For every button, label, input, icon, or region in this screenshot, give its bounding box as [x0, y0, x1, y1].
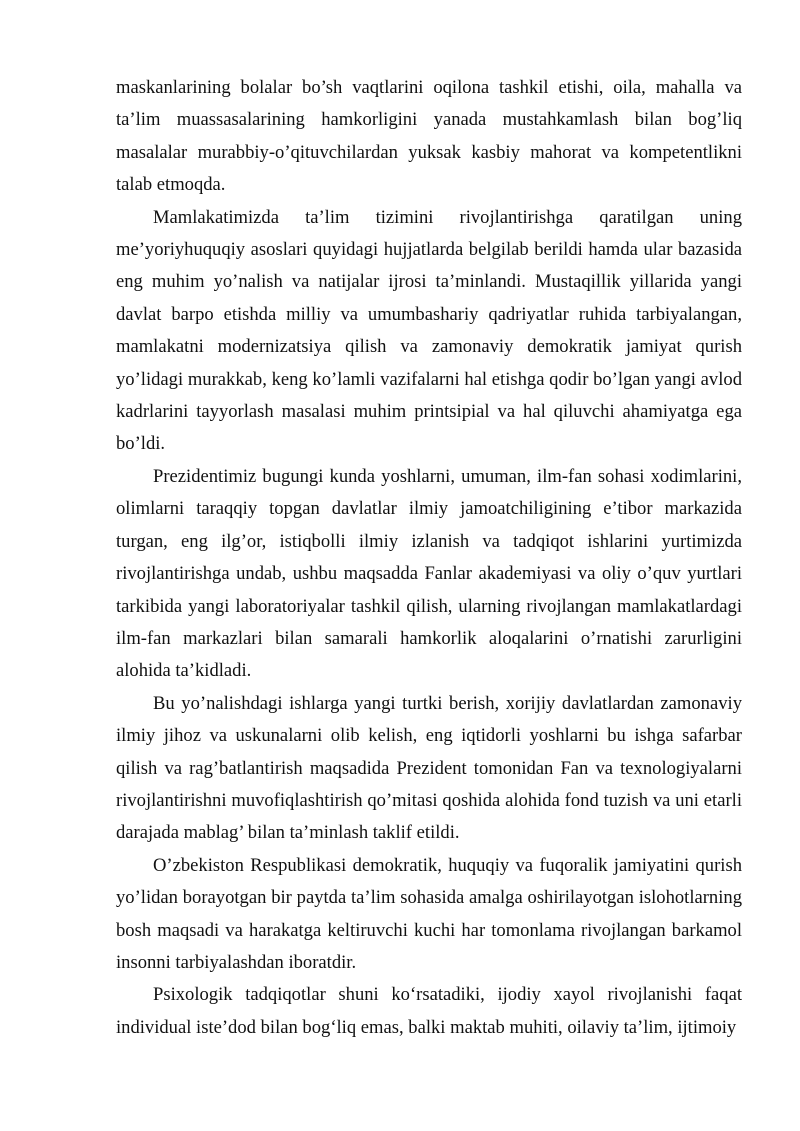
paragraph-2: Mamlakatimizda ta’lim tizimini rivojlantirishga qaratilgan uning me’yoriyhuquqiy asoslari quyidagi hujjatlarda belgilab berildi hamda ular bazasida eng muhim yo’nalish va natijalar ijrosi ta’minlandi. Mustaqillik yillarida yangi davlat barpo etishda milliy va umumbashariy qadriyatlar ruhida tarbiyalangan, mamlakatni modernizatsiya qilish va zamonaviy demokratik jamiyat qurish yo’lidagi murakkab, keng ko’lamli vazifalarni hal etishga qodir bo’lgan yangi avlod kadrlarini tayyorlash masalasi muhim printsipial va hal qiluvchi ahamiyatga ega bo’ldi.	[116, 206, 742, 455]
paragraph-5: O’zbekiston Respublikasi demokratik, huquqiy va fuqoralik jamiyatini qurish yo’lidan borayotgan bir paytda ta’lim sohasida amalga oshirilayotgan islohotlarning bosh maqsadi va harakatga keltiruvchi kuchi har tomonlama rivojlangan barkamol insonni tarbiyalashdan iboratdir.	[116, 854, 742, 973]
paragraph-6: Psixologik tadqiqotlar shuni ko‘rsatadiki, ijodiy xayol rivojlanishi faqat individual iste’dod bilan bog‘liq emas, balki maktab muhiti, oilaviy ta’lim, ijtimoiy	[116, 984, 742, 1038]
paragraph-1: maskanlarining bolalar bo’sh vaqtlarini oqilona tashkil etishi, oila, mahalla va ta’lim muassasalarining hamkorligini yanada mustahkamlash bilan bog’liq masalalar murabbiy-o’qituvchilardan yuksak kasbiy mahorat va kompetentlikni talab etmoqda.	[116, 77, 742, 196]
paragraph-3: Prezidentimiz bugungi kunda yoshlarni, umuman, ilm-fan sohasi xodimlarini, olimlarni taraqqiy topgan davlatlar ilmiy jamoatchiligining e’tibor markazida turgan, eng ilg’or, istiqbolli ilmiy izlanish va tadqiqot ishlarini yurtimizda rivojlantirishga undab, ushbu maqsadda Fanlar akademiyasi va oliy o’quv yurtlari tarkibida yangi laboratoriyalar tashkil qilish, ularning rivojlangan mamlakatlardagi ilm-fan markazlari bilan samarali hamkorlik aloqalarini o’rnatishi zarurligini alohida ta’kidladi.	[116, 465, 742, 682]
paragraph-4: Bu yo’nalishdagi ishlarga yangi turtki berish, xorijiy davlatlardan zamonaviy ilmiy jihoz va uskunalarni olib kelish, eng iqtidorli yoshlarni bu ishga safarbar qilish va rag’batlantirish maqsadida Prezident tomonidan Fan va texnologiyalarni rivojlantirishni muvofiqlashtirish qo’mitasi qoshida alohida fond tuzish va uni etarli darajada mablag’ bilan ta’minlash taklif etildi.	[116, 692, 742, 844]
document-page	[116, 72, 742, 1044]
